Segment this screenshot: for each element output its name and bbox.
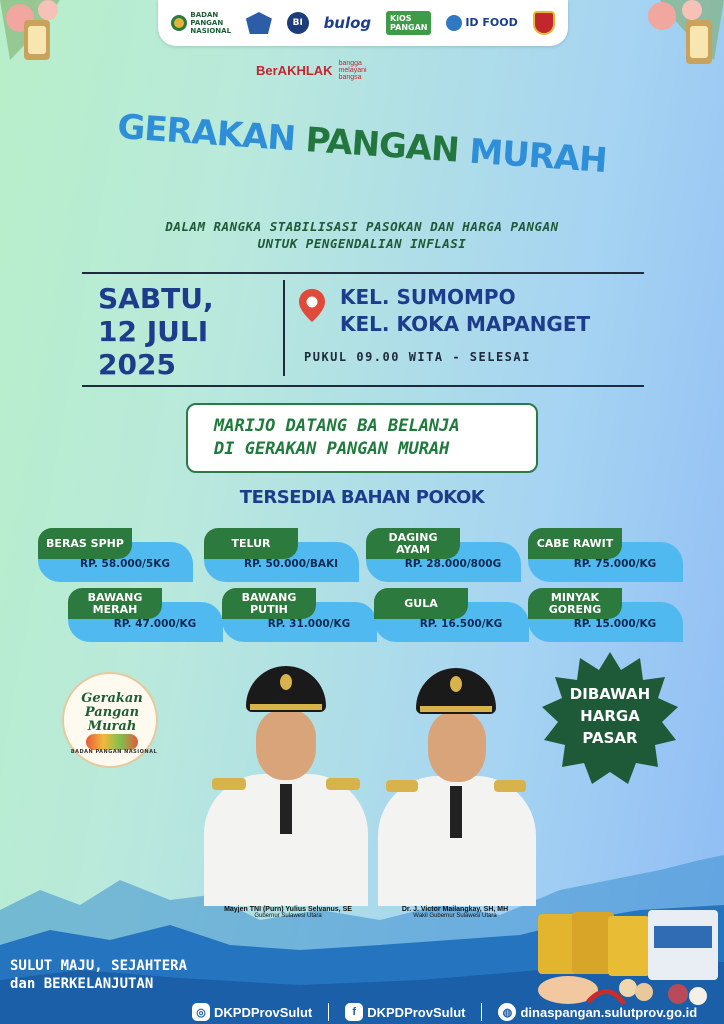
footer-social — [0, 1000, 724, 1024]
item-name: TELUR — [204, 528, 298, 559]
kios-pangan-logo: KiOS PANGAN — [386, 11, 431, 35]
lantern-right-decoration — [600, 0, 724, 80]
province-emblem-logo — [246, 12, 272, 34]
police-badge-logo — [533, 11, 555, 35]
facebook-link[interactable]: f DKPDProvSulut — [345, 1003, 465, 1021]
official-portrait-governor — [196, 666, 376, 906]
price-item — [68, 588, 226, 646]
below-market-price-badge: DIBAWAH HARGA PASAR — [569, 685, 651, 747]
item-name: MINYAK GORENG — [528, 588, 622, 619]
divider-bottom — [82, 385, 644, 387]
location-pin-icon — [298, 288, 326, 324]
item-price: RP. 28.000/800G — [404, 558, 502, 570]
item-price: RP. 58.000/5KG — [80, 558, 170, 570]
food-products-illustration — [528, 910, 724, 1010]
event-locations: KEL. SUMOMPO KEL. KOKA MAPANGET — [340, 285, 591, 336]
website-link[interactable]: ◍ dinaspangan.sulutprov.go.id — [498, 1003, 697, 1021]
facebook-icon: f — [345, 1003, 363, 1021]
lantern-left-decoration — [0, 0, 120, 80]
footer-separator — [481, 1003, 482, 1021]
price-item — [528, 588, 686, 646]
event-date: SABTU, 12 JULI 2025 — [98, 282, 214, 381]
item-price: RP. 16.500/KG — [419, 618, 503, 630]
item-name: DAGING AYAM — [366, 528, 460, 559]
event-subtitle: DALAM RANGKA STABILISASI PASOKAN DAN HARGA PANGAN UNTUK PENGENDALIAN INFLASI — [165, 219, 559, 251]
divider-top — [82, 272, 644, 274]
event-title: GERAKAN PANGAN MURAH — [116, 106, 608, 182]
globe-icon: ◍ — [498, 1003, 516, 1021]
gerakan-pangan-murah-logo: Gerakan Pangan Murah — [62, 672, 158, 768]
instagram-link[interactable]: ◎ DKPDProvSulut — [192, 1003, 312, 1021]
footer-separator — [328, 1003, 329, 1021]
item-price: RP. 50.000/BAKI — [243, 558, 339, 570]
divider-vertical — [283, 280, 285, 376]
gpm-logo-caption: BADAN PANGAN NASIONAL — [70, 749, 158, 755]
price-item — [374, 588, 532, 646]
bulog-logo: bulog — [323, 14, 372, 32]
instagram-icon: ◎ — [192, 1003, 210, 1021]
slogan: SULUT MAJU, SEJAHTERA dan BERKELANJUTAN — [10, 958, 188, 992]
price-item — [204, 528, 362, 586]
invitation-callout: MARIJO DATANG BA BELANJA DI GERAKAN PANGAN MURAH — [186, 403, 538, 473]
price-item — [38, 528, 196, 586]
partner-logo-bar — [158, 0, 568, 46]
idfood-logo: ID FOOD — [446, 15, 517, 31]
item-price: RP. 47.000/KG — [113, 618, 197, 630]
vice-governor-caption: Dr. J. Victor Mailangkay, SH, MH Wakil Gubernur Sulawesi Utara — [401, 906, 509, 919]
item-name: BAWANG MERAH — [68, 588, 162, 619]
berakhlak-logo: BerAKHLAK bangga melayani bangsa — [256, 60, 367, 81]
item-name: BAWANG PUTIH — [222, 588, 316, 619]
item-name: GULA — [374, 588, 468, 619]
item-price: RP. 15.000/KG — [573, 618, 657, 630]
price-item — [528, 528, 686, 586]
section-heading: TERSEDIA BAHAN POKOK — [239, 487, 485, 508]
official-portrait-vice-governor — [372, 666, 542, 906]
item-name: CABE RAWIT — [528, 528, 622, 559]
bapanas-logo: BADAN PANGAN NASIONAL — [171, 11, 231, 35]
price-item — [222, 588, 380, 646]
item-price: RP. 75.000/KG — [573, 558, 657, 570]
event-time: PUKUL 09.00 WITA - SELESAI — [304, 350, 531, 364]
item-name: BERAS SPHP — [38, 528, 132, 559]
bank-indonesia-logo: BI — [287, 12, 309, 34]
governor-caption: Mayjen TNI (Purn) Yulius Selvanus, SE Gubernur Sulawesi Utara — [224, 906, 352, 919]
item-price: RP. 31.000/KG — [267, 618, 351, 630]
price-item — [366, 528, 524, 586]
